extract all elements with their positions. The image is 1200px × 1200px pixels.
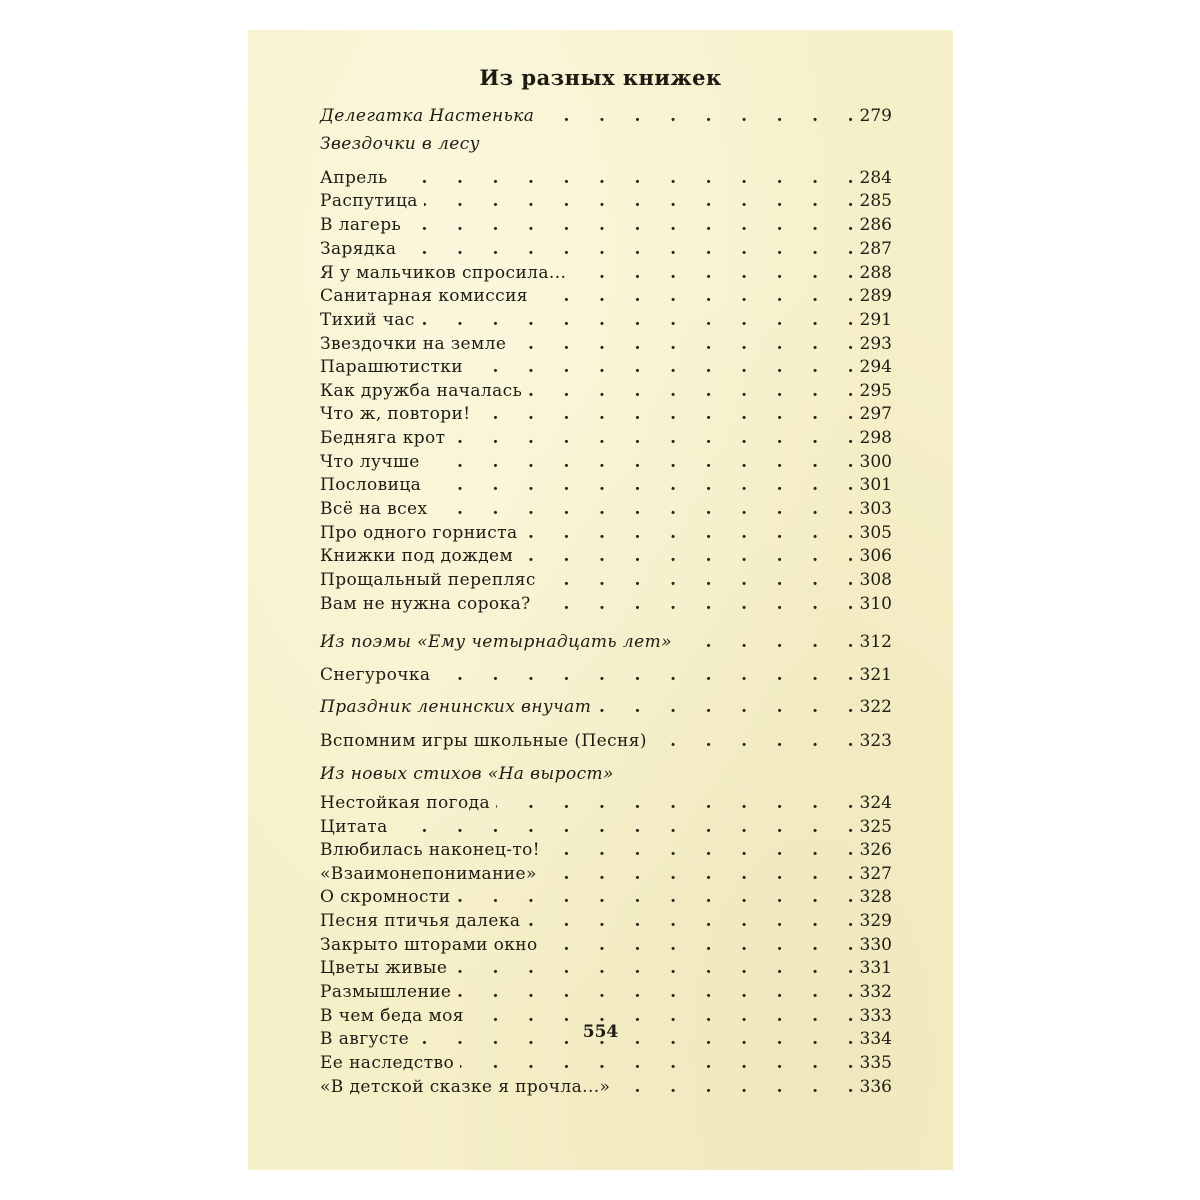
dot-leader	[476, 402, 853, 426]
toc-entry-title: «В детской сказке я прочла...»	[320, 1077, 611, 1097]
toc-entry	[320, 284, 892, 308]
toc-entry-title: Всё на всех	[320, 499, 428, 519]
dot-leader	[653, 729, 854, 753]
toc-entry-title: Нестойкая погода	[320, 793, 490, 813]
toc-entry-title: Апрель	[320, 168, 388, 188]
toc-entry-page: 284	[859, 168, 892, 188]
toc-entry-page: 323	[859, 731, 892, 751]
toc-entry-title: Что ж, повтори!	[320, 404, 471, 424]
toc-entry-page: 305	[859, 523, 892, 543]
toc-entry-title: Вам не нужна сорока?	[320, 594, 531, 614]
toc-entry-title: Звездочки в лесу	[320, 134, 480, 154]
toc-entry-page: 324	[859, 793, 892, 813]
toc-entry-page: 326	[859, 840, 892, 860]
dot-leader	[469, 355, 854, 379]
toc-entry-page: 297	[859, 404, 892, 424]
dot-leader	[678, 630, 854, 654]
toc-entry	[320, 592, 892, 616]
toc-entry	[320, 132, 892, 156]
toc-entry	[320, 308, 892, 332]
toc-entry	[320, 815, 892, 839]
toc-entry-page: 279	[859, 106, 892, 126]
toc-entry	[320, 379, 892, 403]
toc-entry-page: 335	[859, 1053, 892, 1073]
toc-entry-title: Снегурочка	[320, 665, 431, 685]
toc-entry	[320, 355, 892, 379]
toc-entry-page: 310	[859, 594, 892, 614]
dot-leader	[524, 521, 854, 545]
toc-entry-title: Тихий час	[320, 310, 415, 330]
toc-entry-title: Закрыто шторами окно	[320, 935, 538, 955]
toc-entry-page: 322	[859, 697, 892, 717]
toc-entry	[320, 450, 892, 474]
toc-entry	[320, 762, 892, 786]
toc-entry-title: Что лучше	[320, 452, 420, 472]
toc-entry-title: Парашютистки	[320, 357, 463, 377]
toc-entry-title: Ее наследство	[320, 1053, 455, 1073]
dot-leader	[543, 862, 854, 886]
toc-entry-page: 286	[859, 215, 892, 235]
toc-entry-page: 301	[859, 475, 892, 495]
toc-entry-page: 294	[859, 357, 892, 377]
toc-entry-page: 336	[859, 1077, 892, 1097]
dot-leader	[434, 497, 854, 521]
toc-entry	[320, 909, 892, 933]
toc-entry	[320, 1051, 892, 1075]
toc-entry-title: Зарядка	[320, 239, 397, 259]
dot-leader	[460, 1051, 853, 1075]
toc-entry	[320, 497, 892, 521]
toc-entry	[320, 473, 892, 497]
toc-entry-page: 321	[859, 665, 892, 685]
toc-entry-page: 332	[859, 982, 892, 1002]
dot-leader	[421, 308, 854, 332]
toc-entry-title: Размышление	[320, 982, 452, 1002]
dot-leader	[542, 568, 854, 592]
toc-entry-title: Распутица	[320, 191, 418, 211]
toc-entry-page: 298	[859, 428, 892, 448]
toc-entry-page: 295	[859, 381, 892, 401]
dot-leader	[540, 104, 853, 128]
toc-entry	[320, 213, 892, 237]
dot-leader	[546, 838, 854, 862]
toc-entry-title: Книжки под дождем	[320, 546, 514, 566]
toc-entry	[320, 237, 892, 261]
toc-entry-title: Звездочки на земле	[320, 334, 507, 354]
toc-entry-title: Влюбилась наконец-то!	[320, 840, 541, 860]
toc-entry	[320, 104, 892, 128]
toc-entry-title: Цитата	[320, 817, 388, 837]
dot-leader	[451, 426, 853, 450]
toc-entry-title: Вспомним игры школьные (Песня)	[320, 731, 647, 751]
toc-entry-title: Из новых стихов «На вырост»	[320, 764, 614, 784]
dot-leader	[453, 956, 853, 980]
toc-entry	[320, 729, 892, 753]
dot-leader	[616, 1075, 853, 1099]
toc-entry-page: 327	[859, 864, 892, 884]
toc-entry	[320, 791, 892, 815]
toc-entry-page: 333	[859, 1006, 892, 1026]
toc-entry-page: 300	[859, 452, 892, 472]
toc-entry-title: Санитарная комиссия	[320, 286, 528, 306]
toc-entry-page: 331	[859, 958, 892, 978]
dot-leader	[597, 695, 853, 719]
dot-leader	[427, 473, 853, 497]
toc-entry-title: О скромности	[320, 887, 451, 907]
toc-entry	[320, 630, 892, 654]
toc-entry-page: 330	[859, 935, 892, 955]
dot-leader	[544, 933, 854, 957]
toc-entry-title: Делегатка Настенька	[320, 106, 535, 126]
toc-entry-title: Прощальный перепляс	[320, 570, 536, 590]
dot-leader	[526, 909, 853, 933]
page-number: 554	[582, 1022, 619, 1042]
section-heading: Из разных книжек	[479, 65, 722, 90]
dot-leader	[436, 663, 853, 687]
toc-entry-title: «Взаимонепонимание»	[320, 864, 537, 884]
toc-entry-page: 303	[859, 499, 892, 519]
toc-entry-title: Я у мальчиков спросила...	[320, 263, 567, 283]
toc-entry-title: Из поэмы «Ему четырнадцать лет»	[320, 632, 672, 652]
table-of-contents	[320, 30, 892, 1130]
dot-leader	[534, 284, 854, 308]
toc-entry-page: 306	[859, 546, 892, 566]
toc-entry	[320, 332, 892, 356]
toc-entry-page: 293	[859, 334, 892, 354]
toc-entry	[320, 521, 892, 545]
toc-entry-title: В лагерь	[320, 215, 402, 235]
toc-entry-page: 334	[859, 1029, 892, 1049]
toc-entry-page: 312	[859, 632, 892, 652]
dot-leader	[407, 213, 853, 237]
toc-entry	[320, 1075, 892, 1099]
toc-entry-page: 288	[859, 263, 892, 283]
toc-entry	[320, 933, 892, 957]
toc-entry-title: В августе	[320, 1029, 410, 1049]
toc-entry	[320, 426, 892, 450]
toc-entry-page: 285	[859, 191, 892, 211]
toc-entry	[320, 838, 892, 862]
toc-entry-title: Праздник ленинских внучат	[320, 697, 592, 717]
dot-leader	[394, 166, 854, 190]
dot-leader	[426, 450, 854, 474]
toc-entry-page: 289	[859, 286, 892, 306]
dot-leader	[572, 261, 853, 285]
toc-entry-title: Бедняга крот	[320, 428, 446, 448]
toc-entry	[320, 956, 892, 980]
toc-entry	[320, 261, 892, 285]
toc-entry	[320, 862, 892, 886]
toc-entry	[320, 695, 892, 719]
dot-leader	[512, 332, 853, 356]
toc-entry-title: Пословица	[320, 475, 422, 495]
toc-entry-page: 291	[859, 310, 892, 330]
toc-entry-title: Про одного горниста	[320, 523, 518, 543]
toc-entry-page: 325	[859, 817, 892, 837]
toc-entry-title: Как дружба началась	[320, 381, 523, 401]
dot-leader	[496, 791, 854, 815]
toc-entry	[320, 402, 892, 426]
toc-entry	[320, 885, 892, 909]
dot-leader	[402, 237, 853, 261]
toc-entry-title: В чем беда моя	[320, 1006, 464, 1026]
toc-entry	[320, 980, 892, 1004]
toc-entry	[320, 189, 892, 213]
dot-leader	[394, 815, 854, 839]
book-page	[248, 30, 953, 1170]
dot-leader	[457, 980, 853, 1004]
toc-entry	[320, 663, 892, 687]
toc-entry-title: Цветы живые	[320, 958, 448, 978]
toc-entry	[320, 166, 892, 190]
toc-entry-page: 329	[859, 911, 892, 931]
dot-leader	[528, 379, 853, 403]
dot-leader	[424, 189, 854, 213]
toc-entry-page: 287	[859, 239, 892, 259]
toc-entry	[320, 544, 892, 568]
toc-entry	[320, 568, 892, 592]
dot-leader	[537, 592, 854, 616]
dot-leader	[519, 544, 853, 568]
toc-entry-title: Песня птичья далека	[320, 911, 521, 931]
toc-entry-page: 308	[859, 570, 892, 590]
toc-entry-page: 328	[859, 887, 892, 907]
dot-leader	[456, 885, 853, 909]
